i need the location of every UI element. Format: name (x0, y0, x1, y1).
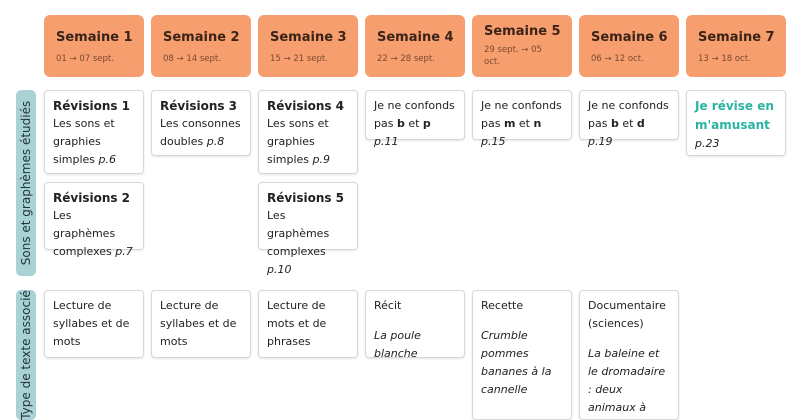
card-letter: d (636, 117, 645, 130)
card-text: Je ne confonds pas (588, 99, 669, 130)
card-text: Je révise en m'amusant (695, 99, 774, 132)
week-dates: 22 → 28 sept. (377, 54, 435, 64)
card-page: p.11 (374, 135, 399, 148)
text-title: La baleine et le dromadaire : deux animaux à (588, 347, 666, 414)
card-text: et (515, 117, 534, 130)
card-texte-week6[interactable] (579, 290, 679, 420)
row-label-text: Sons et graphèmes étudiés (19, 100, 33, 266)
card-letter: p (422, 117, 431, 130)
week-dates: 08 → 14 sept. (163, 54, 221, 64)
card-text: Les sons et graphies simples (267, 117, 329, 166)
card-texte-week3[interactable] (258, 290, 358, 358)
card-letter: n (533, 117, 542, 130)
card-letter: b (396, 117, 405, 130)
card-title: Révisions 1 (53, 99, 131, 113)
card-page: p.9 (312, 153, 331, 166)
card-text: Les sons et graphies simples (53, 117, 115, 166)
week-title: Semaine 2 (163, 30, 240, 45)
card-texte-week4[interactable] (365, 290, 465, 358)
card-text: Les graphèmes complexes (53, 209, 116, 258)
card-revisions-4[interactable] (258, 90, 358, 174)
row-label-texte (16, 290, 36, 420)
card-letter: b (610, 117, 619, 130)
week-header-7 (686, 15, 786, 77)
week-header-3 (258, 15, 358, 77)
card-sons-week4[interactable] (365, 90, 465, 148)
card-text: et (404, 117, 423, 130)
card-text: Les consonnes doubles (160, 117, 241, 148)
card-text: Les graphèmes complexes (267, 209, 330, 258)
week-dates: 06 → 12 oct. (591, 54, 644, 64)
card-title: Révisions 3 (160, 99, 238, 113)
card-sons-week6[interactable] (579, 90, 679, 148)
card-page: p.23 (695, 137, 720, 150)
week-title: Semaine 1 (56, 30, 133, 45)
week-header-1 (44, 15, 144, 77)
card-revisions-2[interactable] (44, 182, 144, 258)
card-sons-week7[interactable] (686, 90, 786, 156)
card-page: p.10 (267, 263, 292, 276)
card-title: Révisions 2 (53, 191, 131, 205)
text-type: Récit (374, 299, 402, 312)
card-text: Lecture de syllabes et de mots (53, 299, 130, 348)
card-texte-week1[interactable] (44, 290, 144, 358)
text-title: Crumble pommes bananes à la cannelle (481, 329, 552, 396)
week-dates: 15 → 21 sept. (270, 54, 328, 64)
week-title: Semaine 3 (270, 30, 347, 45)
card-title: Révisions 4 (267, 99, 345, 113)
week-header-6 (579, 15, 679, 77)
week-header-2 (151, 15, 251, 77)
week-title: Semaine 4 (377, 30, 454, 45)
card-revisions-1[interactable] (44, 90, 144, 174)
card-revisions-3[interactable] (151, 90, 251, 156)
week-dates: 29 sept. → 05 oct. (484, 45, 542, 67)
card-letter: m (503, 117, 516, 130)
week-title: Semaine 6 (591, 30, 668, 45)
card-sons-week5[interactable] (472, 90, 572, 148)
card-text: Lecture de mots et de phrases (267, 299, 327, 348)
card-page: p.7 (115, 245, 133, 258)
week-dates: 13 → 18 oct. (698, 54, 751, 64)
week-title: Semaine 5 (484, 24, 561, 39)
card-text: Je ne confonds pas (481, 99, 562, 130)
week-title: Semaine 7 (698, 30, 775, 45)
card-title: Révisions 5 (267, 191, 345, 205)
card-text: Lecture de syllabes et de mots (160, 299, 237, 348)
card-page: p.8 (206, 135, 225, 148)
week-header-4 (365, 15, 465, 77)
row-label-sons (16, 90, 36, 276)
text-title: La poule blanche (374, 329, 421, 360)
row-label-text: Type de texte associé (19, 290, 33, 420)
card-texte-week2[interactable] (151, 290, 251, 358)
text-type: Documentaire (sciences) (588, 299, 666, 330)
card-page: p.6 (98, 153, 117, 166)
card-page: p.15 (481, 135, 506, 148)
week-header-5 (472, 15, 572, 77)
card-page: p.19 (588, 135, 613, 148)
week-dates: 01 → 07 sept. (56, 54, 114, 64)
card-text: Je ne confonds pas (374, 99, 455, 130)
card-revisions-5[interactable] (258, 182, 358, 276)
text-type: Recette (481, 299, 524, 312)
card-texte-week5[interactable] (472, 290, 572, 420)
card-text: et (618, 117, 637, 130)
